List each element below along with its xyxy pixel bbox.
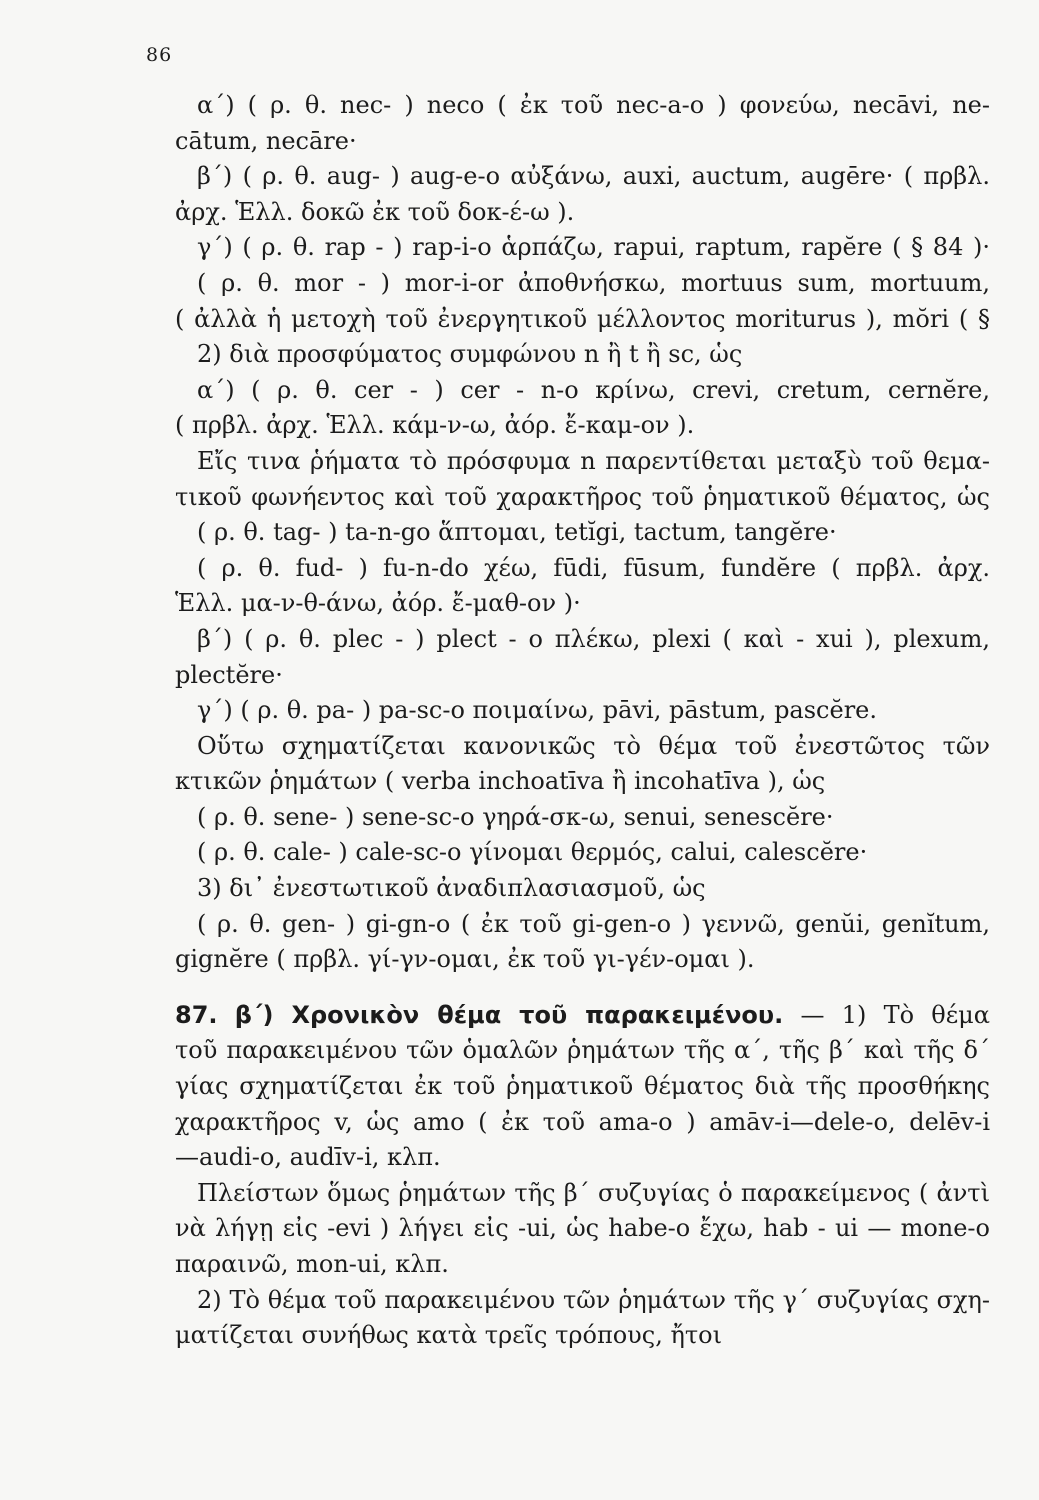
body-text: [175, 88, 990, 1354]
section-title: β΄) Χρονικὸν θέμα τοῦ παρακειμένου.: [234, 1000, 784, 1029]
text-line: Πλείστων ὅμως ῥημάτων τῆς β΄ συζυγίας ὁ παρακείμενος ( ἀντὶ: [197, 1178, 990, 1207]
text-line: ( ρ. θ. fud- ) fu-n-do χέω, fūdi, fūsum, fundĕre ( πρβλ. ἀρχ.: [197, 553, 990, 582]
text-line: 2) Τὸ θέμα τοῦ παρακειμένου τῶν ῥημάτων τῆς γ΄ συζυγίας σχη-: [197, 1285, 990, 1314]
text-line: Ἑλλ. μα-ν-θ-άνω, ἀόρ. ἔ-μαθ-ον )·: [175, 589, 581, 618]
text-line: Εἴς τινα ῥήματα τὸ πρόσφυμα n παρεντίθεται μεταξὺ τοῦ θεμα-: [197, 446, 990, 475]
text-line: ( ρ. θ. tag- ) ta-n-go ἅπτομαι, tetĭgi, tactum, tangĕre·: [197, 518, 837, 547]
text-line: Οὕτω σχηματίζεται κανονικῶς τὸ θέμα τοῦ ἐνεστῶτος τῶν: [197, 731, 990, 760]
text-line: β΄) ( ρ. θ. aug- ) aug-e-o αὐξάνω, auxi, auctum, augēre· ( πρβλ.: [197, 162, 990, 191]
text-line: —audi-o, audīv-i, κλπ.: [175, 1143, 441, 1172]
text-line: παραινῶ, mon-ui, κλπ.: [175, 1250, 449, 1278]
text-line: νὰ λήγῃ εἰς -evi ) λήγει εἰς -ui, ὡς habe-o ἔχω, hab - ui — mone-o: [175, 1214, 990, 1243]
paragraph-group-verb-stems: [175, 88, 990, 978]
text-line: ( ἀλλὰ ἡ μετοχὴ τοῦ ἐνεργητικοῦ μέλλοντος moriturus ), mŏri ( §: [175, 304, 990, 333]
section-number: 87.: [175, 1000, 218, 1029]
text-line: α΄) ( ρ. θ. cer - ) cer - n-o κρίνω, crevi, cretum, cernĕre,: [197, 375, 990, 404]
text-line: τοῦ παρακειμένου τῶν ὁμαλῶν ῥημάτων τῆς α΄, τῆς β΄ καὶ τῆς δ΄: [175, 1036, 990, 1065]
text-line: gignĕre ( πρβλ. γί-γν-ομαι, ἐκ τοῦ γι-γέν-ομαι ).: [175, 945, 755, 974]
page-number: 86: [146, 44, 173, 66]
text-line: γίας σχηματίζεται ἐκ τοῦ ῥηματικοῦ θέματος διὰ τῆς προσθήκης: [175, 1072, 990, 1101]
text-line: β΄) ( ρ. θ. plec - ) plect - o πλέκω, plexi ( καὶ - xui ), plexum,: [197, 624, 990, 653]
text-line: cātum, necāre·: [175, 126, 357, 155]
text-line: ( ρ. θ. sene- ) sene-sc-o γηρά-σκ-ω, senui, senescĕre·: [197, 802, 834, 831]
text-line: ( πρβλ. ἀρχ. Ἑλλ. κάμ-ν-ω, ἀόρ. ἔ-καμ-ον ).: [175, 411, 695, 440]
text-line: plectĕre·: [175, 660, 283, 689]
section-spacer: [175, 978, 990, 998]
text-line: ( ρ. θ. cale- ) cale-sc-o γίνομαι θερμός, calui, calescĕre·: [197, 838, 868, 867]
paragraph-group-perfect-stem: [175, 1033, 990, 1353]
text-line: κτικῶν ῥημάτων ( verba inchoatīva ἢ incohatīva ), ὡς: [175, 767, 826, 796]
text-line: 3) δι᾽ ἐνεστωτικοῦ ἀναδιπλασιασμοῦ, ὡς: [197, 874, 706, 903]
text-line: ( ρ. θ. gen- ) gi-gn-o ( ἐκ τοῦ gi-gen-o ) γεννῶ, genŭi, genĭtum,: [197, 909, 990, 938]
text-line: χαρακτῆρος v, ὡς amo ( ἐκ τοῦ ama-o ) amāv-i—dele-o, delēv-i: [175, 1107, 990, 1136]
text-line: ματίζεται συνήθως κατὰ τρεῖς τρόπους, ἤτοι: [175, 1321, 722, 1350]
text-line: ( ρ. θ. mor - ) mor-i-or ἀποθνήσκω, mortuus sum, mortuum,: [197, 268, 990, 297]
text-line: γ΄) ( ρ. θ. rap - ) rap-i-o ἁρπάζω, rapui, raptum, rapĕre ( § 84 )·: [197, 233, 990, 262]
text-line: γ΄) ( ρ. θ. pa- ) pa-sc-o ποιμαίνω, pāvi, pāstum, pascĕre.: [197, 696, 878, 725]
text-line: α΄) ( ρ. θ. nec- ) neco ( ἐκ τοῦ nec-a-o ) φονεύω, necāvi, ne-: [197, 91, 990, 119]
text-line: ἀρχ. Ἑλλ. δοκῶ ἐκ τοῦ δοκ-έ-ω ).: [175, 197, 575, 226]
text-line: 2) διὰ προσφύματος συμφώνου n ἢ t ἢ sc, ὡς: [197, 340, 743, 369]
section-heading-rest: — 1) Τὸ θέμα: [800, 1000, 990, 1029]
section-87-heading-line: [175, 998, 990, 1034]
text-line: τικοῦ φωνήεντος καὶ τοῦ χαρακτῆρος τοῦ ῥηματικοῦ θέματος, ὡς: [175, 482, 990, 511]
